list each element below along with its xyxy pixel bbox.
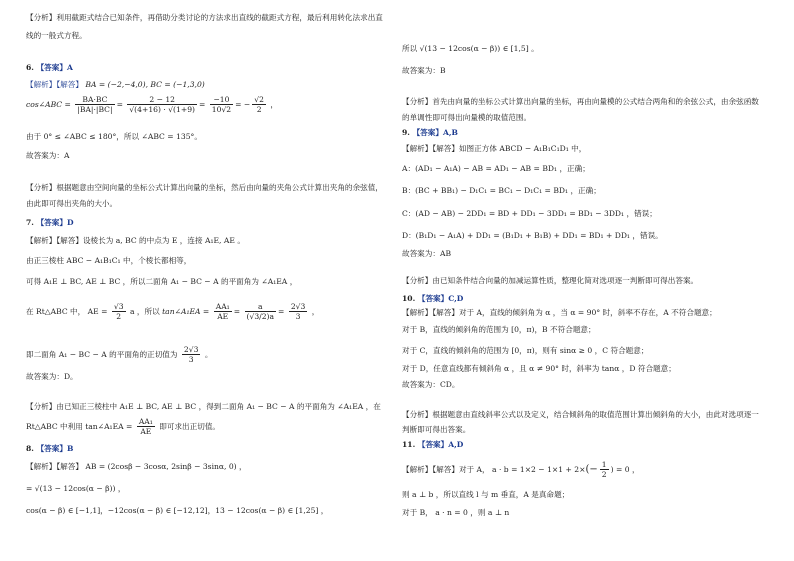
q7-sol4-t1 xyxy=(214,302,232,322)
q6-tail: ， xyxy=(270,99,278,109)
q6-frac3 xyxy=(210,95,233,115)
q7-analysis-2b: 即可求出正切值。 xyxy=(159,421,221,431)
q7-sol5-frac-num: 2√3 xyxy=(183,345,199,354)
q7-analysis-line2 xyxy=(26,417,220,437)
q6-frac1 xyxy=(75,95,114,115)
q10-analysis-line1: 【分析】根据题意由直线斜率公式以及定义，结合倾斜角的取值范围计算出倾斜角的大小，由此对选项逐一 xyxy=(402,410,759,419)
q6-number: 6. xyxy=(26,63,34,72)
q7-sol4-t3 xyxy=(289,302,308,322)
q7-sol4-frac xyxy=(112,302,126,322)
q9-option-d: D：(B₁D₁ − A₁A) + DD₁ = (B₁D₁ + B₁B) + DD₁ = BD₁ + DD₁ ，错误。 xyxy=(402,231,663,240)
q6-frac2-den: √(4+16) · √(1+9) xyxy=(129,105,195,115)
q7-answer-text: 【答案】D xyxy=(36,218,74,227)
q6-answer xyxy=(26,63,73,72)
left-column xyxy=(26,0,386,561)
q6-final: 故答案为：A xyxy=(26,151,70,160)
q6-vectors: BA = (−2,−4,0), BC = (−1,3,0) xyxy=(85,80,205,89)
q11-sol1-frac xyxy=(600,460,609,480)
q9-analysis: 【分析】由已知条件结合向量的加减运算性质，整理化简对选项逐一判断即可得出答案。 xyxy=(402,276,699,285)
q6-frac4-num: √2 xyxy=(254,95,264,104)
q7-solution-line5 xyxy=(26,345,212,365)
q7-sol4-t1-num: AA₁ xyxy=(215,302,230,311)
q7-analysis-frac xyxy=(137,417,155,437)
q5-analysis-line1: 【分析】利用截距式结合已知条件，再借助分类讨论的方法求出直线的截距式方程，最后利用转化法求出直 xyxy=(26,13,383,22)
q8-answer-text: 【答案】B xyxy=(36,444,74,453)
q11-sol1-frac-num: 1 xyxy=(601,460,607,469)
q7-final: 故答案为：D。 xyxy=(26,372,78,381)
q7-sol5-b: 。 xyxy=(204,349,213,359)
q7-solution-line3: 可得 A₁E ⊥ BC, AE ⊥ BC ，所以二面角 A₁ − BC − A 的平面角为 ∠A₁EA ， xyxy=(26,277,298,286)
q7-solution-line4: 在 Rt△ABC 中， AE = $\frac{√3}{2}$ a ，所以 tan∠A₁EA = $\frac{\text{AA₁}}{AE}$ = $\frac{a}{(√3/2)a}$ = $\frac{2√3}{3}$ ， xyxy=(26,302,320,322)
q6-range: 由于 0° ≤ ∠ABC ≤ 180°，所以 ∠ABC = 135°。 xyxy=(26,132,202,141)
q7-analysis-frac-den: AE xyxy=(140,427,152,437)
q8-analysis-line2: 的单调性即可得出向量模的取值范围。 xyxy=(402,113,532,122)
q11-solution-line1 xyxy=(402,460,640,480)
q7-sol4-t3-num: 2√3 xyxy=(290,302,306,311)
q8-solution-line4: 所以 √(13 − 12cos(α − β)) ∈ [1,5] 。 xyxy=(402,44,539,53)
q8-number: 8. xyxy=(26,444,34,453)
q11-answer xyxy=(402,440,463,449)
q7-sol4-tan: tan∠A₁EA = xyxy=(162,306,210,316)
q9-option-a: A：(AD₁ − A₁A) − AB = AD₁ − AB = BD₁ ，正确； xyxy=(402,164,590,173)
q7-sol4-tail: ， xyxy=(311,306,320,316)
q7-sol4-t2-den: (√3/2)a xyxy=(246,312,275,322)
q6-answer-text: 【答案】A xyxy=(36,63,73,72)
q6-frac4-den: 2 xyxy=(256,105,262,115)
q11-sol1-b: ) = 0 ， xyxy=(610,464,640,474)
q7-sol5-frac xyxy=(182,345,201,365)
q9-final: 故答案为：AB xyxy=(402,249,452,258)
q8-solution-line2: = √(13 − 12cos(α − β)) ， xyxy=(26,484,126,493)
q11-number: 11. xyxy=(402,440,416,449)
q11-sol1-a: 【解析】【解答】对于 A， a · b = 1×2 − 1×1 + 2× xyxy=(402,464,586,474)
q7-answer xyxy=(26,218,74,227)
q6-analysis-line1: 【分析】根据题意由空间向量的坐标公式计算出向量的坐标，然后由向量的夹角公式计算出夹角的余弦值， xyxy=(26,183,383,192)
q9-number: 9. xyxy=(402,128,410,137)
q11-solution-line2: 则 a ⊥ b ，所以直线 l 与 m 垂直，A 是真命题； xyxy=(402,490,570,499)
q10-solution-line1: 【解析】【解答】对于 A，直线的倾斜角为 α ，当 α = 90° 时，斜率不存在，A 不符合题意； xyxy=(402,308,717,317)
q6-frac4 xyxy=(252,95,266,115)
q7-analysis-line1: 【分析】由已知正三棱柱中 A₁E ⊥ BC, AE ⊥ BC ，得到二面角 A₁ − BC − A 的平面角为 ∠A₁EA ，在 xyxy=(26,402,381,411)
q7-analysis-frac-num: AA₁ xyxy=(138,417,153,426)
q9-answer xyxy=(402,128,458,137)
q6-cos-lhs: cos∠ABC = xyxy=(26,99,71,109)
q7-sol4-t3-den: 3 xyxy=(295,312,301,322)
q8-analysis-line1: 【分析】首先由向量的坐标公式计算出向量的坐标，再由向量模的公式结合两角和的余弦公式，由余弦函数 xyxy=(402,97,759,106)
q7-sol4-frac-den: 2 xyxy=(116,312,122,322)
q7-sol4-t2 xyxy=(245,302,277,322)
q7-sol4-a: 在 Rt△ABC 中， AE = xyxy=(26,306,108,316)
q6-minus: − xyxy=(243,99,251,109)
q10-solution-line3: 对于 C，直线的倾斜角的范围为 [0，π)，则有 sinα ≥ 0 ，C 符合题意； xyxy=(402,346,649,355)
q6-analysis-line2: 由此即可得出夹角的大小。 xyxy=(26,199,118,208)
right-column xyxy=(402,0,762,561)
q9-option-c: C：(AD − AB) − 2DD₁ = BD + DD₁ − 3DD₁ = BD₁ − 3DD₁ ，错误； xyxy=(402,209,657,218)
q10-answer xyxy=(402,294,463,303)
q7-sol4-frac-num: √3 xyxy=(113,302,124,311)
q7-sol4-t2-num: a xyxy=(245,302,277,312)
q7-sol4-b: a ，所以 xyxy=(129,306,160,316)
q10-analysis-line2: 判断即可得出答案。 xyxy=(402,425,471,434)
q6-frac3-num: −10 xyxy=(210,95,233,105)
q11-sol1-open: (− xyxy=(585,463,598,475)
q7-solution-line1: 【解析】【解答】设棱长为 a, BC 的中点为 E ，连接 A₁E, AE 。 xyxy=(26,236,245,245)
q7-sol4-t1-den: AE xyxy=(217,312,229,322)
q11-solution-line3: 对于 B， a · n = 0 ，则 a ⊥ n xyxy=(402,508,510,517)
q7-sol5-a: 即二面角 A₁ − BC − A 的平面角的正切值为 xyxy=(26,349,178,359)
q6-frac2-num: 2 − 12 xyxy=(127,95,197,105)
q7-sol5-frac-den: 3 xyxy=(188,355,194,365)
q5-analysis-line2: 线的一般式方程。 xyxy=(26,31,87,40)
q10-final: 故答案为：CD。 xyxy=(402,380,460,389)
q6-frac1-den: |BA|·|BC| xyxy=(77,105,113,115)
q6-frac3-den: 10√2 xyxy=(211,105,232,115)
q7-analysis-2a: Rt△ABC 中利用 tan∠A₁EA = xyxy=(26,421,133,431)
q8-solution-line3: cos(α − β) ∈ [−1,1]，−12cos(α − β) ∈ [−12,12]，13 − 12cos(α − β) ∈ [1,25] ， xyxy=(26,506,329,515)
q8-final: 故答案为：B xyxy=(402,66,446,75)
q10-answer-text: 【答案】C,D xyxy=(417,294,464,303)
q6-frac1-num: BA·BC xyxy=(75,95,114,105)
q10-number: 10. xyxy=(402,294,416,303)
q7-number: 7. xyxy=(26,218,34,227)
q9-option-b: B：(BC + BB₁) − D₁C₁ = BC₁ − D₁C₁ = BD₁ ，正确； xyxy=(402,186,601,195)
q9-solution-line1: 【解析】【解答】如图正方体 ABCD − A₁B₁C₁D₁ 中， xyxy=(402,144,587,153)
q10-solution-line2: 对于 B，直线的倾斜角的范围为 [0，π)，B 不符合题意； xyxy=(402,325,596,334)
q11-answer-text: 【答案】A,D xyxy=(417,440,464,449)
q6-cos-formula: cos∠ABC = $\frac{BA\cdot BC}{|BA|\cdot|BC|}$ = $\frac{2 - 12}{√(4+16) \cdot √(1+9)}$ = $\frac{-10}{10√2}$ = − $\frac{√2}{2}$ ， xyxy=(26,95,278,115)
q6-solution-line1 xyxy=(26,80,205,89)
q6-solution-tag: 【解析】【解答】 xyxy=(26,80,83,89)
q9-answer-text: 【答案】A,B xyxy=(412,128,458,137)
q10-solution-line4: 对于 D，任意直线都有倾斜角 α ，且 α ≠ 90° 时，斜率为 tanα ，D 符合题意； xyxy=(402,364,676,373)
q8-solution-line1: 【解析】【解答】 AB = (2cosβ − 3cosα, 2sinβ − 3sinα, 0) ， xyxy=(26,462,247,471)
q7-solution-line2: 由正三棱柱 ABC − A₁B₁C₁ 中，个棱长都相等， xyxy=(26,256,192,265)
q6-frac2 xyxy=(127,95,197,115)
q11-sol1-frac-den: 2 xyxy=(601,470,607,480)
q8-answer xyxy=(26,444,73,453)
